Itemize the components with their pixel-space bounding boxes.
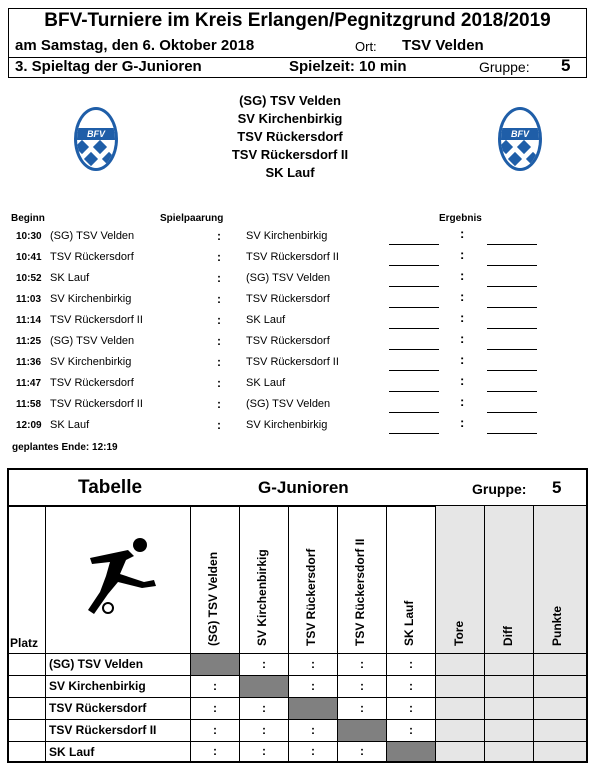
score-separator: :	[460, 352, 465, 367]
score-separator: :	[460, 289, 465, 304]
col-team-header: TSV Rückersdorf	[304, 548, 318, 646]
away-team: TSV Rückersdorf	[246, 293, 330, 305]
match-time: 10:41	[16, 252, 42, 263]
vs-separator: :	[217, 418, 221, 432]
row-team-name: SV Kirchenbirkig	[49, 679, 146, 693]
team-name: (SG) TSV Velden	[239, 93, 341, 108]
away-score-line	[487, 286, 537, 287]
spieltag: 3. Spieltag der G-Junioren	[15, 58, 202, 75]
col-ergebnis: Ergebnis	[439, 213, 482, 224]
match-time: 11:25	[16, 336, 42, 347]
vs-separator: :	[217, 292, 221, 306]
schedule-row	[0, 395, 604, 416]
home-team: TSV Rückersdorf II	[50, 398, 143, 410]
home-team: TSV Rückersdorf	[50, 251, 134, 263]
gruppe-label: Gruppe:	[479, 59, 530, 75]
away-score-line	[487, 265, 537, 266]
grid-line	[8, 741, 587, 742]
logo-text: BFV	[87, 129, 105, 139]
table-subtitle: G-Junioren	[258, 478, 349, 497]
bfv-logo-left	[73, 106, 119, 172]
grid-line	[288, 506, 289, 762]
self-match-cell	[387, 742, 435, 761]
result-cell: :	[262, 701, 266, 715]
away-score-line	[487, 370, 537, 371]
col-team-header: (SG) TSV Velden	[206, 551, 220, 646]
col-team-header: TSV Rückersdorf II	[353, 538, 367, 646]
score-separator: :	[460, 247, 465, 262]
team-list	[200, 92, 380, 182]
vs-separator: :	[217, 355, 221, 369]
self-match-cell	[289, 698, 337, 719]
vs-separator: :	[217, 376, 221, 390]
result-cell: :	[311, 679, 315, 693]
grid-line	[386, 506, 387, 762]
home-score-line	[389, 265, 439, 266]
home-score-line	[389, 286, 439, 287]
schedule-row	[0, 248, 604, 269]
soccer-player-icon	[80, 536, 160, 616]
grid-line	[8, 653, 587, 654]
vs-separator: :	[217, 229, 221, 243]
vs-separator: :	[217, 397, 221, 411]
spielzeit: Spielzeit: 10 min	[289, 58, 407, 75]
table-title: Tabelle	[78, 477, 143, 498]
away-team: TSV Rückersdorf	[246, 335, 330, 347]
logo-text: BFV	[511, 129, 529, 139]
schedule-row	[0, 227, 604, 248]
schedule-row	[0, 332, 604, 353]
away-score-line	[487, 307, 537, 308]
home-score-line	[389, 328, 439, 329]
away-score-line	[487, 412, 537, 413]
result-cell: :	[360, 701, 364, 715]
result-cell: :	[262, 723, 266, 737]
home-team: SK Lauf	[50, 419, 90, 431]
col-team-header: SV Kirchenbirkig	[255, 549, 269, 646]
away-team: (SG) TSV Velden	[246, 398, 331, 410]
home-team: SK Lauf	[50, 272, 90, 284]
score-separator: :	[460, 331, 465, 346]
match-time: 12:09	[16, 420, 42, 431]
score-separator: :	[460, 310, 465, 325]
planned-end: geplantes Ende: 12:19	[12, 442, 118, 453]
result-cell: :	[360, 657, 364, 671]
grid-line	[45, 506, 46, 762]
home-score-line	[389, 349, 439, 350]
away-score-line	[487, 391, 537, 392]
table-gruppe-label: Gruppe:	[472, 481, 527, 497]
result-cell: :	[360, 744, 364, 758]
result-cell: :	[213, 701, 217, 715]
bfv-logo-right	[497, 106, 543, 172]
result-cell: :	[409, 679, 413, 693]
score-separator: :	[460, 394, 465, 409]
platz-label: Platz	[10, 636, 39, 650]
home-score-line	[389, 244, 439, 245]
home-team: SV Kirchenbirkig	[50, 293, 132, 305]
schedule-row	[0, 353, 604, 374]
score-separator: :	[460, 226, 465, 241]
ort-label: Ort:	[355, 39, 377, 54]
team-name: TSV Rückersdorf	[237, 129, 343, 144]
away-team: SV Kirchenbirkig	[246, 419, 328, 431]
page-title: BFV-Turniere im Kreis Erlangen/Pegnitzgrund 2018/2019	[44, 10, 551, 31]
away-team: SK Lauf	[246, 314, 286, 326]
header-box	[8, 8, 587, 78]
row-team-name: (SG) TSV Velden	[49, 657, 144, 671]
schedule-row	[0, 290, 604, 311]
team-name: SV Kirchenbirkig	[237, 111, 343, 126]
away-team: (SG) TSV Velden	[246, 272, 331, 284]
result-cell: :	[262, 657, 266, 671]
home-score-line	[389, 391, 439, 392]
match-time: 11:58	[16, 399, 42, 410]
home-team: (SG) TSV Velden	[50, 335, 135, 347]
self-match-cell	[338, 720, 386, 741]
home-score-line	[389, 433, 439, 434]
match-time: 11:36	[16, 357, 42, 368]
grid-line	[190, 506, 191, 762]
away-team: TSV Rückersdorf II	[246, 251, 339, 263]
away-score-line	[487, 244, 537, 245]
col-team-header: SK Lauf	[402, 600, 416, 646]
table-gruppe-number: 5	[552, 478, 562, 497]
home-score-line	[389, 412, 439, 413]
match-time: 11:03	[16, 294, 42, 305]
row-team-name: SK Lauf	[49, 745, 95, 759]
match-time: 10:30	[16, 231, 42, 242]
match-time: 10:52	[16, 273, 42, 284]
date-line: am Samstag, den 6. Oktober 2018	[15, 37, 255, 54]
schedule-row	[0, 416, 604, 437]
grid-line	[435, 506, 436, 762]
away-team: TSV Rückersdorf II	[246, 356, 339, 368]
self-match-cell	[191, 654, 239, 675]
score-separator: :	[460, 373, 465, 388]
vs-separator: :	[217, 250, 221, 264]
away-team: SV Kirchenbirkig	[246, 230, 328, 242]
row-team-name: TSV Rückersdorf II	[49, 723, 157, 737]
home-team: TSV Rückersdorf II	[50, 314, 143, 326]
home-score-line	[389, 370, 439, 371]
result-cell: :	[311, 657, 315, 671]
row-team-name: TSV Rückersdorf	[49, 701, 147, 715]
grid-line	[239, 506, 240, 762]
result-cell: :	[409, 701, 413, 715]
col-diff-header: Diff	[501, 626, 515, 646]
gruppe-number: 5	[561, 56, 571, 75]
result-cell: :	[409, 723, 413, 737]
venue: TSV Velden	[402, 37, 484, 54]
result-cell: :	[311, 723, 315, 737]
result-cell: :	[360, 679, 364, 693]
away-score-line	[487, 328, 537, 329]
schedule-row	[0, 374, 604, 395]
col-punkte-header: Punkte	[550, 605, 564, 646]
score-separator: :	[460, 415, 465, 430]
away-team: SK Lauf	[246, 377, 286, 389]
match-time: 11:47	[16, 378, 42, 389]
result-cell: :	[262, 744, 266, 758]
home-team: TSV Rückersdorf	[50, 377, 134, 389]
home-team: SV Kirchenbirkig	[50, 356, 132, 368]
grid-line	[484, 506, 485, 762]
result-cell: :	[213, 679, 217, 693]
vs-separator: :	[217, 271, 221, 285]
col-tore-header: Tore	[452, 620, 466, 646]
away-score-line	[487, 349, 537, 350]
score-separator: :	[460, 268, 465, 283]
home-score-line	[389, 307, 439, 308]
self-match-cell	[240, 676, 288, 697]
away-score-line	[487, 433, 537, 434]
result-cell: :	[409, 657, 413, 671]
grid-line	[8, 675, 587, 676]
grid-line	[8, 719, 587, 720]
schedule-row	[0, 269, 604, 290]
grid-line	[533, 506, 534, 762]
vs-separator: :	[217, 334, 221, 348]
col-beginn: Beginn	[11, 213, 45, 224]
team-name: SK Lauf	[265, 165, 315, 180]
result-cell: :	[311, 744, 315, 758]
match-time: 11:14	[16, 315, 42, 326]
col-spielpaarung: Spielpaarung	[160, 213, 224, 224]
result-cell: :	[213, 744, 217, 758]
result-cell: :	[213, 723, 217, 737]
schedule-row	[0, 311, 604, 332]
team-name: TSV Rückersdorf II	[231, 147, 349, 162]
vs-separator: :	[217, 313, 221, 327]
home-team: (SG) TSV Velden	[50, 230, 135, 242]
